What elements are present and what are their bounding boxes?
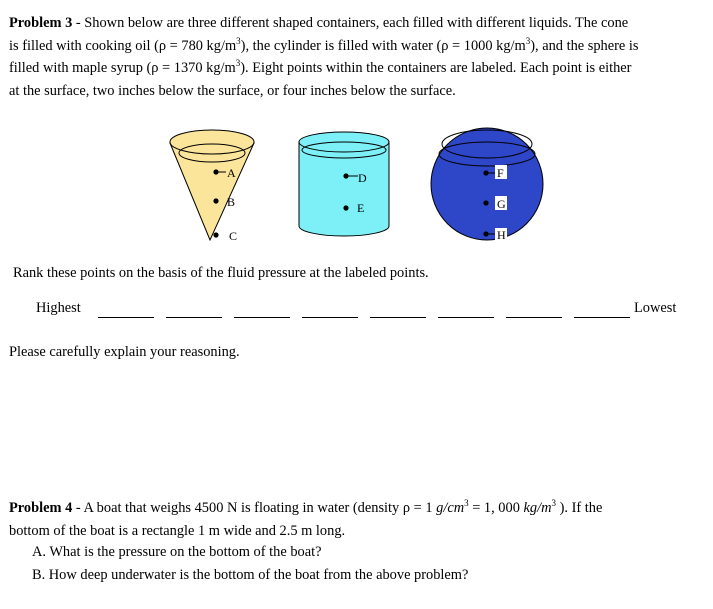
rank-blank-7[interactable] (506, 317, 562, 318)
problem-4-line-2: bottom of the boat is a rectangle 1 m wide and 2.5 m long. (9, 522, 346, 539)
svg-text:E: E (357, 201, 365, 215)
problem-3-text (9, 12, 709, 102)
problem-4-questions (32, 541, 468, 586)
ranking-row (36, 300, 696, 322)
problem-3-line-4: at the surface, two inches below the surface, or four inches below the surface. (9, 82, 456, 99)
cylinder-container (299, 132, 389, 236)
question-b: B. How deep underwater is the bottom of the boat from the above problem? (32, 566, 469, 583)
cone-container (170, 130, 254, 240)
question-a: A. What is the pressure on the bottom of the boat? (32, 544, 322, 560)
highest-label: Highest (36, 300, 81, 316)
rank-blank-3[interactable] (234, 317, 290, 318)
svg-text:A: A (227, 166, 236, 180)
lowest-label: Lowest (634, 300, 677, 316)
svg-text:H: H (497, 228, 506, 242)
problem-3-heading: Problem 3 (9, 15, 73, 31)
svg-text:F: F (497, 166, 504, 180)
rank-blank-5[interactable] (370, 317, 426, 318)
svg-text:D: D (358, 171, 367, 185)
svg-text:G: G (497, 197, 506, 211)
ranking-question: Rank these points on the basis of the fluid pressure at the labeled points. (13, 265, 429, 281)
explain-prompt: Please carefully explain your reasoning. (9, 344, 240, 360)
rank-blank-1[interactable] (98, 317, 154, 318)
problem-3-line-3: filled with maple syrup (ρ = 1370 $kg/m^3$). Eight points within the containers are labeled. Each point is either (9, 58, 632, 77)
rank-blank-8[interactable] (574, 317, 630, 318)
problem-4-heading: Problem 4 (9, 500, 73, 516)
rank-blank-2[interactable] (166, 317, 222, 318)
rank-blank-6[interactable] (438, 317, 494, 318)
problem-3-line-1: Problem 3 - Shown below are three different shaped containers, each filled with different liquids. The cone (9, 15, 629, 31)
svg-text:B: B (227, 195, 236, 209)
svg-text:C: C (229, 229, 238, 243)
problem-4-line-1: Problem 4 - A boat that weighs 4500 N is floating in water (density ρ = 1 $g/cm^3 = 1$, 000 $kg/m^3$ ). If the (9, 498, 603, 516)
point-c (213, 229, 237, 243)
sphere-container (431, 128, 543, 240)
problem-4-text (9, 497, 709, 542)
problem-3-line-2: is filled with cooking oil (ρ = 780 $kg/m^3$), the cylinder is filled with water (ρ = 1000 $kg/m^3$), and the sphere is (9, 35, 639, 54)
rank-blank-4[interactable] (302, 317, 358, 318)
containers-figure (160, 112, 560, 252)
